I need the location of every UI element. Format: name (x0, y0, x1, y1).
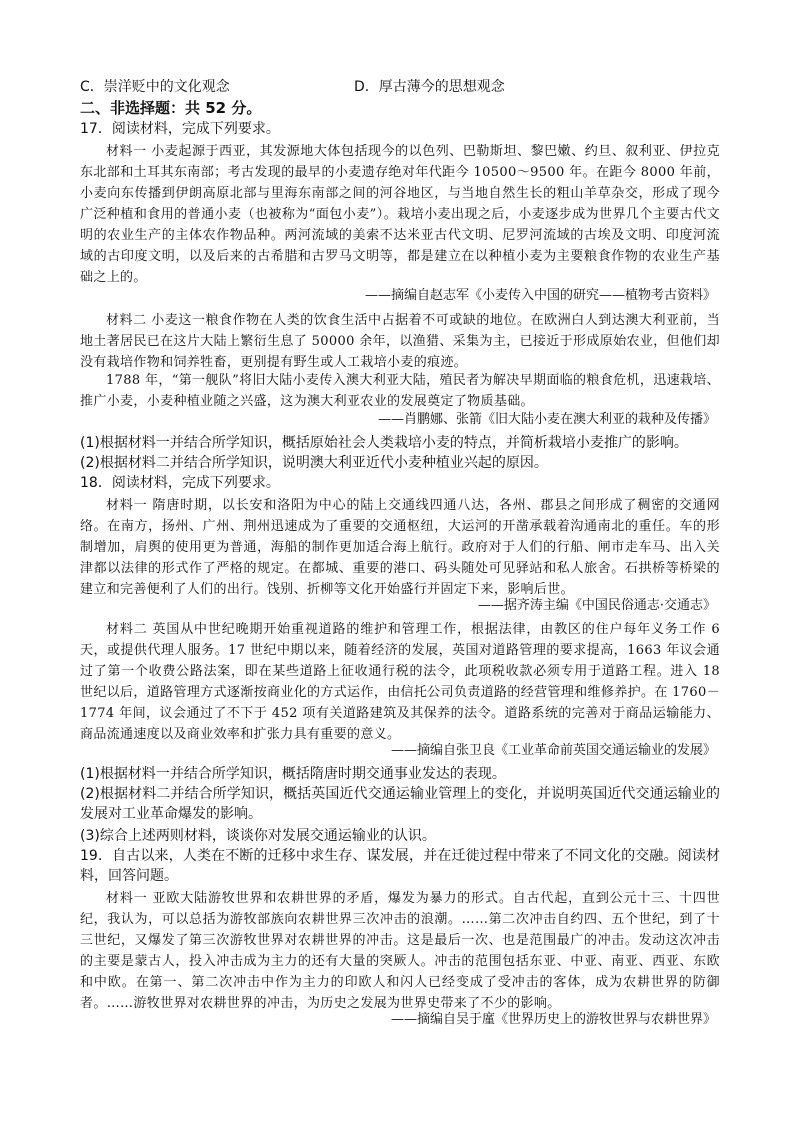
q18-source-1: ——据齐涛主编《中国民俗通志·交通志》 (477, 598, 716, 613)
q17-sub-question-1: (1)根据材料一并结合所学知识，概括原始社会人类栽培小麦的特点，并简析栽培小麦推广的影响。 (80, 435, 688, 451)
q18-material-1: 材料一 隋唐时期，以长安和洛阳为中心的陆上交通线四通八达，各州、郡县之间形成了稠密的交通网络。在南方，扬州、广州、荆州迅速成为了重要的交通枢纽，大运河的开凿承载着沟通南北的重任。车的形制增加，肩舆的使用更为普通，海船的制作更加适合海上航行。政府对于人们的行船、闸市走车马、出入关津都以法律的形式作了严格的规定。在都城、重要的港口、码头随处可见驿站和私人旅舍。石拱桥等桥梁的建立和完善便利了人们的出行。饯别、折柳等文化开始盛行并固定下来，影响后世。 (80, 498, 720, 597)
q17-source-1: ——摘编自赵志军《小麦传入中国的研究——植物考古资料》 (364, 288, 716, 303)
q18-sub-question-1: (1)根据材料一并结合所学知识，概括隋唐时期交通事业发达的表现。 (80, 766, 506, 782)
q18-sub-question-3: (3)综合上述两则材料，谈谈你对发展交通运输业的认识。 (80, 828, 436, 844)
q17-material-2a: 材料二 小麦这一粮食作物在人类的饮食生活中占据着不可或缺的地位。在欧洲白人到达澳大利亚前，当地土著居民已在这片大陆上繁衍生息了 50000 余年，以渔猎、采集为主，已接近于形成原始农业，但他们却没有栽培作物和饲养牲畜，更别提有野生或人工栽培小麦的痕迹。 (80, 313, 720, 370)
answer-options-row (80, 77, 720, 97)
q19-source-1: ——摘编自吴于廑《世界历史上的游牧世界与农耕世界》 (390, 1012, 716, 1027)
question-18-heading: 18．阅读材料，完成下列要求。 (80, 475, 280, 491)
option-d: D．厚古薄今的思想观念 (354, 79, 505, 95)
question-17-heading: 17．阅读材料，完成下列要求。 (80, 121, 280, 137)
q18-material-2: 材料二 英国从中世纪晚期开始重视道路的维护和管理工作，根据法律，由教区的住户每年义务工作 6 天，或提供代理人服务。17 世纪中期以来，随着经济的发展，英国对道路管理的要求提高，1663 年议会通过了第一个收费公路法案，即在某些道路上征收通行税的法令，此项税收款必须专用于道路工程。进入 18 世纪以后，道路管理方式逐渐按商业化的方式运作，由信托公司负责道路的经营管理和维修养护。在 1760－1774 年间，议会通过了不下于 452 项有关道路建筑及其保养的法令。道路系统的完善对于商品运输能力、商品流通速度以及商业效率和扩张力具有重要的意义。 (80, 622, 720, 742)
q17-source-2: ——肖鹏娜、张箭《旧大陆小麦在澳大利亚的栽种及传播》 (377, 412, 716, 427)
section-title: 二、非选择题：共 52 分。 (80, 99, 262, 117)
q17-material-1: 材料一 小麦起源于西亚，其发源地大体包括现今的以色列、巴勒斯坦、黎巴嫩、约旦、叙利亚、伊拉克东北部和土耳其东南部；考古发现的最早的小麦遗存绝对年代距今 10500～9500 年。在距今 8000 年前，小麦向东传播到伊朗高原北部与里海东南部之间的河谷地区，与当地自然生长的粗山羊草杂交，形成了现今广泛种植和食用的普通小麦（也被称为“面包小麦”）。栽培小麦出现之后，小麦逐步成为世界几个主要古代文明的农业生产的主体农作物品种。两河流域的美索不达米亚古代文明、尼罗河流域的古埃及文明、印度河流域的古印度文明，以及后来的古希腊和古罗马文明等，都是建立在以种植小麦为主要粮食作物的农业生产基础之上的。 (80, 144, 720, 285)
option-c: C．崇洋贬中的文化观念 (80, 79, 230, 95)
q17-material-2b: 1788 年，“第一舰队”将旧大陆小麦传入澳大利亚大陆，殖民者为解决早期面临的粮食危机，迅速栽培、推广小麦，小麦种植业随之兴盛，这为澳大利亚农业的发展奠定了物质基础。 (80, 373, 720, 409)
q18-source-2: ——摘编自张卫良《工业革命前英国交通运输业的发展》 (390, 743, 716, 758)
q19-material-1: 材料一 亚欧大陆游牧世界和农耕世界的矛盾，爆发为暴力的形式。自古代起，直到公元十三、十四世纪，我认为，可以总括为游牧部族向农耕世界三次冲击的浪潮。……第二次冲击自约四、五个世纪，到了十三世纪，又爆发了第三次游牧世界对农耕世界的冲击。这是最后一次、也是范围最广的冲击。发动这次冲击的主要是蒙古人，投入冲击成为主力的还有大量的突厥人。冲击的范围包括东亚、中亚、南亚、西亚、东欧和中欧。在第一、第二次冲击中作为主力的印欧人和闪人已经变成了受冲击的客体，成为农耕世界的防御者。……游牧世界对农耕世界的冲击，为历史之发展为世界史带来了不少的影响。 (80, 891, 720, 1011)
q18-sub-question-2: (2)根据材料二并结合所学知识，概括英国近代交通运输业管理上的变化，并说明英国近代交通运输业的发展对工业革命爆发的影响。 (80, 786, 720, 822)
q17-sub-question-2: (2)根据材料二并结合所学知识，说明澳大利亚近代小麦种植业兴起的原因。 (80, 455, 548, 471)
question-19-heading: 19．自古以来，人类在不断的迁移中求生存、谋发展，并在迁徙过程中带来了不同文化的交融。阅读材料，回答问题。 (80, 848, 720, 884)
